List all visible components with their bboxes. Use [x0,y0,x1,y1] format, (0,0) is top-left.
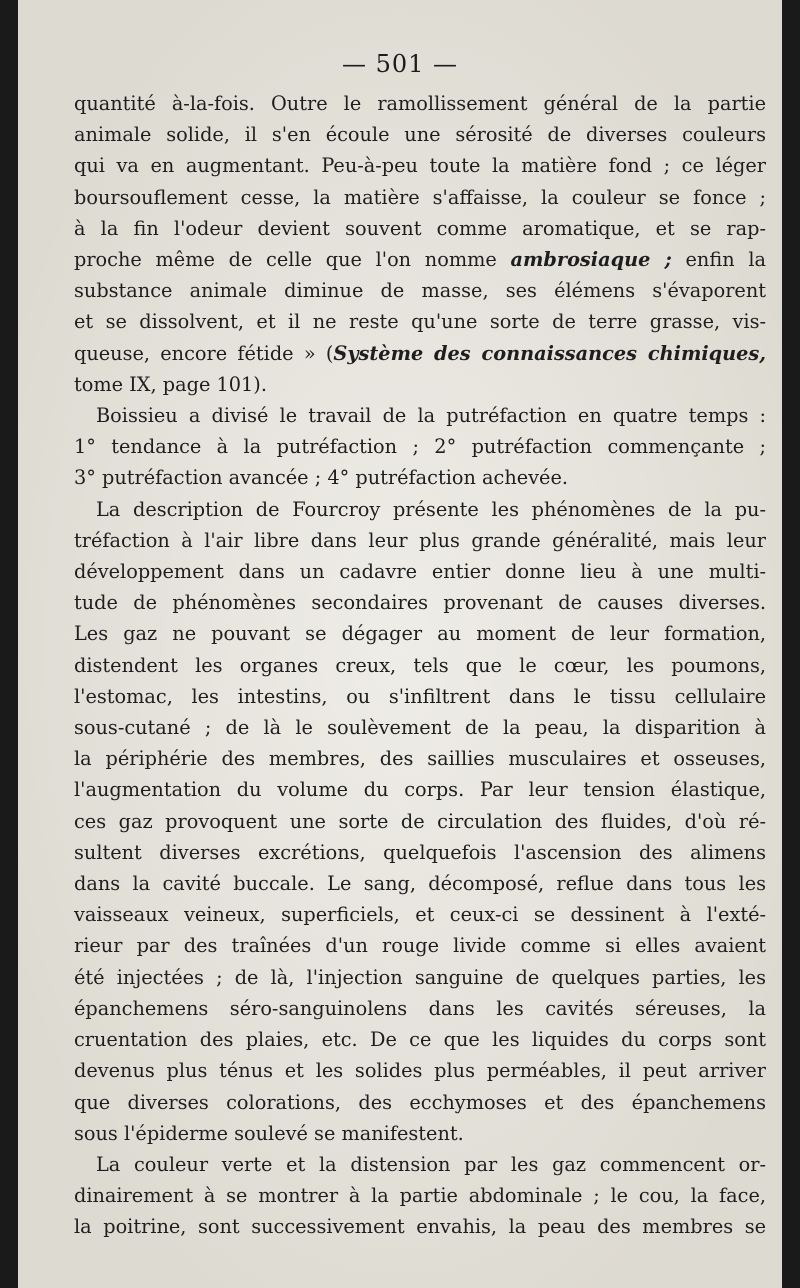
text-line: distendent les organes creux, tels que le cœur, les poumons, [74,653,766,677]
book-page [18,0,782,1288]
text-line: animale solide, il s'en écoule une sérosité de diverses couleurs [74,123,766,147]
text-line: que diverses colorations, des ecchymoses et des épanchemens [74,1090,766,1114]
text-line: l'augmentation du volume du corps. Par leur tension élastique, [74,778,766,802]
italic-term: ambrosiaque ; [510,248,672,272]
text-line: 3° putréfaction avancée ; 4° putréfaction achevée. [74,466,568,490]
text-line: qui va en augmentant. Peu-à-peu toute la matière fond ; ce léger [74,154,766,178]
text-line: tréfaction à l'air libre dans leur plus grande généralité, mais leur [74,528,766,552]
text-line: dinairement à se montrer à la partie abdominale ; le cou, la face, [74,1184,766,1208]
text-line: sultent diverses excrétions, quelquefois l'ascension des alimens [74,840,766,864]
text-line [74,338,766,369]
book-title: Système des connaissances chimiques, [333,341,766,365]
text-line: quantité à-la-fois. Outre le ramollissement général de la partie [74,92,766,115]
text-line: cruentation des plaies, etc. De ce que les liquides du corps sont [74,1028,766,1052]
text-line: devenus plus ténus et les solides plus perméables, il peut arriver [74,1059,766,1083]
text-segment: queuse, encore fétide » ( [74,341,334,365]
page-body [74,88,766,1243]
text-line: sous l'épiderme soulevé se manifestent. [74,1121,464,1145]
text-line: ces gaz provoquent une sorte de circulation des fluides, d'où ré- [74,809,766,833]
text-line: tude de phénomènes secondaires provenant de causes diverses. [74,591,766,615]
text-line: boursouflement cesse, la matière s'affaisse, la couleur se fonce ; [74,185,766,209]
page-number: — 501 — [341,50,459,78]
text-line: été injectées ; de là, l'injection sanguine de quelques parties, les [74,965,766,989]
text-line: la poitrine, sont successivement envahis, la peau des membres se [74,1215,766,1239]
text-line: rieur par des traînées d'un rouge livide comme si elles avaient [74,934,766,958]
text-line: épanchemens séro-sanguinolens dans les cavités séreuses, la [74,996,766,1020]
text-line: la périphérie des membres, des saillies musculaires et osseuses, [74,747,766,771]
text-line: Les gaz ne pouvant se dégager au moment de leur formation, [74,622,766,646]
text-segment: proche même de celle que l'on nomme [74,248,497,272]
text-line: tome IX, page 101). [74,372,267,396]
text-line: La description de Fourcroy présente les phénomènes de la pu- [96,497,766,521]
text-line: vaisseaux veineux, superficiels, et ceux-ci se dessinent à l'exté- [74,903,766,927]
text-line: développement dans un cadavre entier donne lieu à une multi- [74,560,766,584]
text-line: et se dissolvent, et il ne reste qu'une sorte de terre grasse, vis- [74,310,766,334]
text-segment: enfin la [685,248,766,272]
text-line: dans la cavité buccale. Le sang, décomposé, reflue dans tous les [74,872,766,896]
text-line: à la fin l'odeur devient souvent comme aromatique, et se rap- [74,216,766,240]
text-line: l'estomac, les intestins, ou s'infiltrent dans le tissu cellulaire [74,684,766,708]
text-line: substance animale diminue de masse, ses élémens s'évaporent [74,279,766,303]
text-line [74,244,766,275]
text-line: Boissieu a divisé le travail de la putréfaction en quatre temps : [96,404,766,428]
text-line: 1° tendance à la putréfaction ; 2° putréfaction commençante ; [74,435,766,459]
text-line: sous-cutané ; de là le soulèvement de la peau, la disparition à [74,716,766,740]
text-line: La couleur verte et la distension par les gaz commencent or- [96,1152,766,1176]
